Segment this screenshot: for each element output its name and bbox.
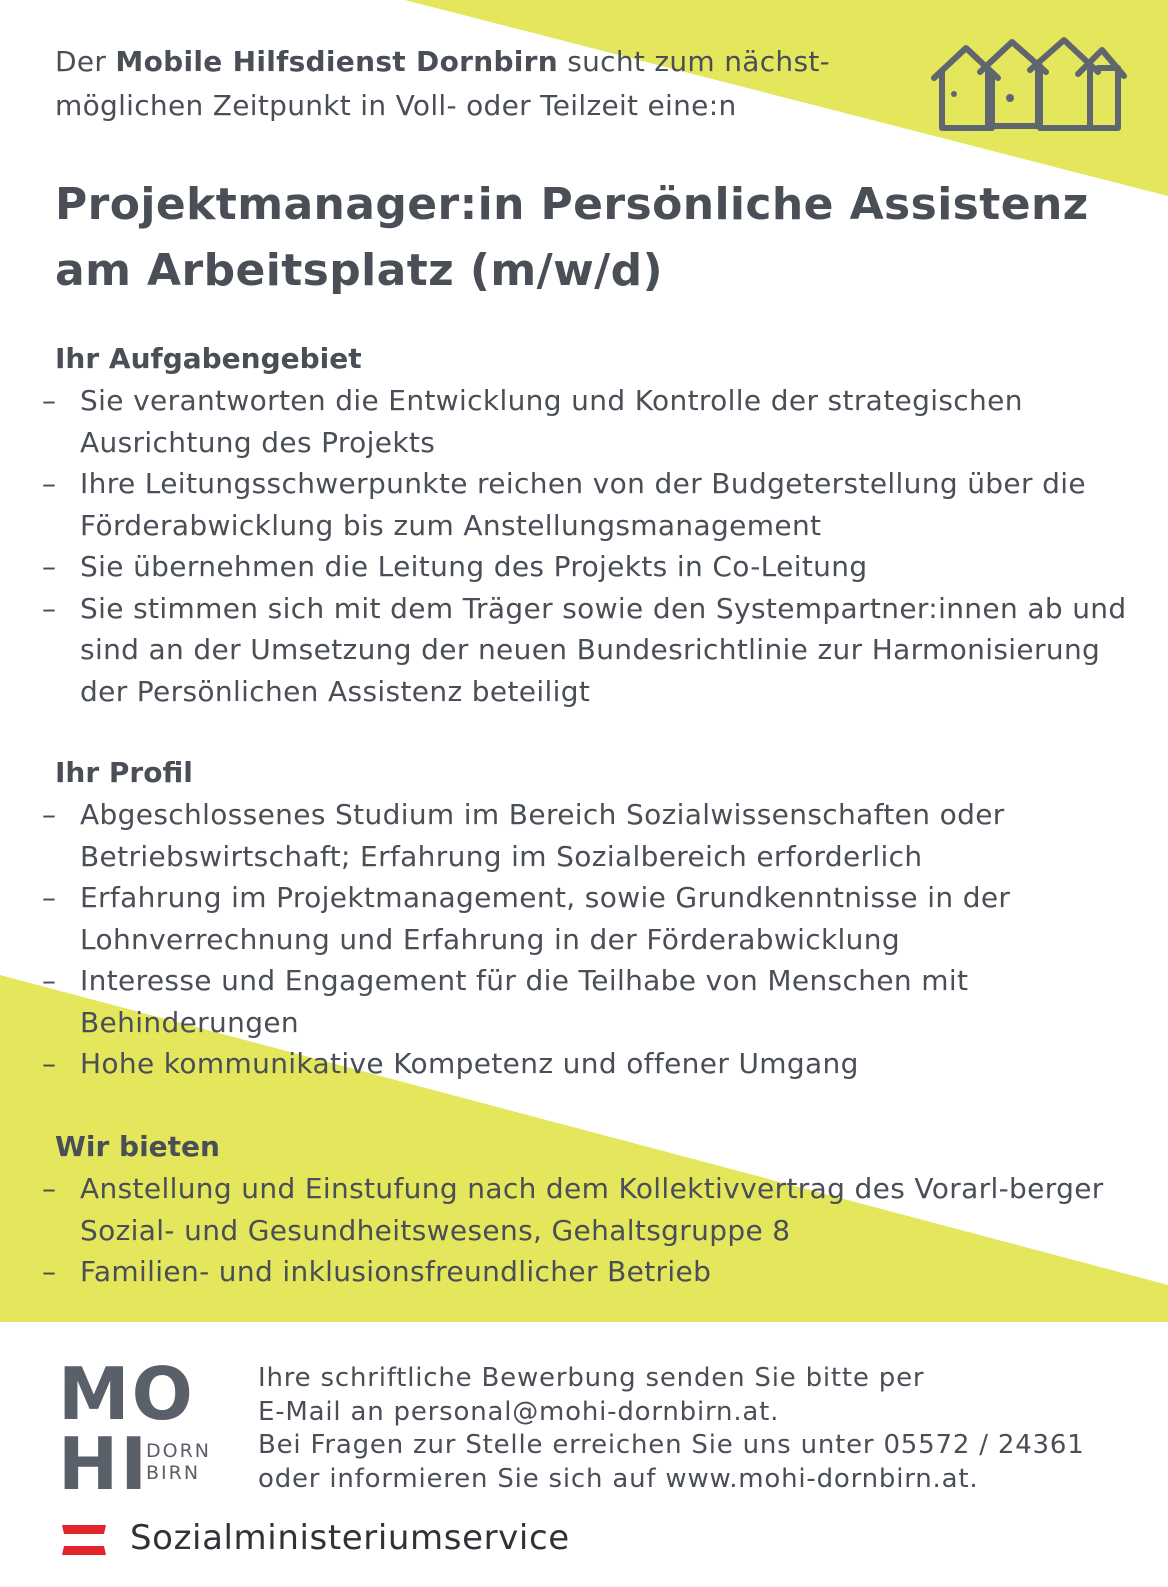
section-heading: Ihr Profil: [55, 756, 193, 789]
logo-birn: BIRN: [146, 1462, 201, 1484]
list-item: – Hohe kommunikative Kompetenz und offener Umgang: [42, 1043, 1132, 1085]
section-aufgabengebiet: [42, 340, 1132, 712]
section-wir-bieten: [42, 1128, 1132, 1293]
job-title-line1: Projektmanager:in Persönliche Assistenz: [55, 179, 1089, 230]
list-item: – Sie stimmen sich mit dem Träger sowie den Systempartner:innen ab und sind an der Umsetzung der neuen Bundesrichtlinie zur Harmonisierung der Persönlichen Assistenz beteiligt: [42, 588, 1132, 713]
section-heading: Ihr Aufgabengebiet: [55, 342, 362, 375]
contact-line: oder informieren Sie sich auf www.mohi-dornbirn.at.: [258, 1463, 979, 1494]
intro-prefix: Der: [55, 45, 116, 78]
list-item: – Anstellung und Einstufung nach dem Kollektivvertrag des Vorarl-berger Sozial- und Gesundheitswesens, Gehaltsgruppe 8: [42, 1168, 1132, 1251]
job-title: [55, 172, 1135, 304]
list-item: – Familien- und inklusionsfreundlicher Betrieb: [42, 1251, 1132, 1293]
contact-line: Ihre schriftliche Bewerbung senden Sie bitte per: [258, 1363, 925, 1393]
list-item: – Sie verantworten die Entwicklung und Kontrolle der strategischen Ausrichtung des Projekts: [42, 380, 1132, 463]
logo-mo: MO: [58, 1352, 195, 1436]
contact-line: Bei Fragen zur Stelle erreichen Sie uns unter 05572 / 24361: [258, 1430, 1085, 1460]
houses-logo-icon: [930, 36, 1128, 136]
austria-flag-icon: [62, 1525, 106, 1555]
logo-dorn: DORN: [146, 1440, 211, 1462]
profile-list: [42, 794, 1132, 1085]
contact-line: E-Mail an personal@mohi-dornbirn.at.: [258, 1396, 780, 1427]
intro-text: [55, 40, 915, 128]
list-item: – Abgeschlossenes Studium im Bereich Sozialwissenschaften oder Betriebswirtschaft; Erfahrung im Sozialbereich erforderlich: [42, 794, 1132, 877]
section-profil: [42, 754, 1132, 1085]
task-list: [42, 380, 1132, 712]
job-title-line2: am Arbeitsplatz (m/w/d): [55, 245, 664, 296]
list-item: – Sie übernehmen die Leitung des Projekts in Co-Leitung: [42, 546, 1132, 588]
list-item: – Interesse und Engagement für die Teilhabe von Menschen mit Behinderungen: [42, 960, 1132, 1043]
contact-info: [258, 1362, 1138, 1496]
intro-line2: möglichen Zeitpunkt in Voll- oder Teilzeit eine:n: [55, 89, 737, 122]
list-item: – Erfahrung im Projektmanagement, sowie Grundkenntnisse in der Lohnverrechnung und Erfahrung in der Förderabwicklung: [42, 877, 1132, 960]
org-name: Mobile Hilfsdienst Dornbirn: [115, 45, 559, 78]
mohi-logo: [58, 1352, 218, 1506]
ministry-name: Sozialministeriumservice: [130, 1518, 570, 1558]
intro-line1-suffix: sucht zum nächst-: [558, 45, 831, 78]
section-heading: Wir bieten: [55, 1130, 220, 1163]
logo-hi: HI: [58, 1422, 150, 1506]
offer-list: [42, 1168, 1132, 1293]
list-item: – Ihre Leitungsschwerpunkte reichen von der Budgeterstellung über die Förderabwicklung bis zum Anstellungsmanagement: [42, 463, 1132, 546]
